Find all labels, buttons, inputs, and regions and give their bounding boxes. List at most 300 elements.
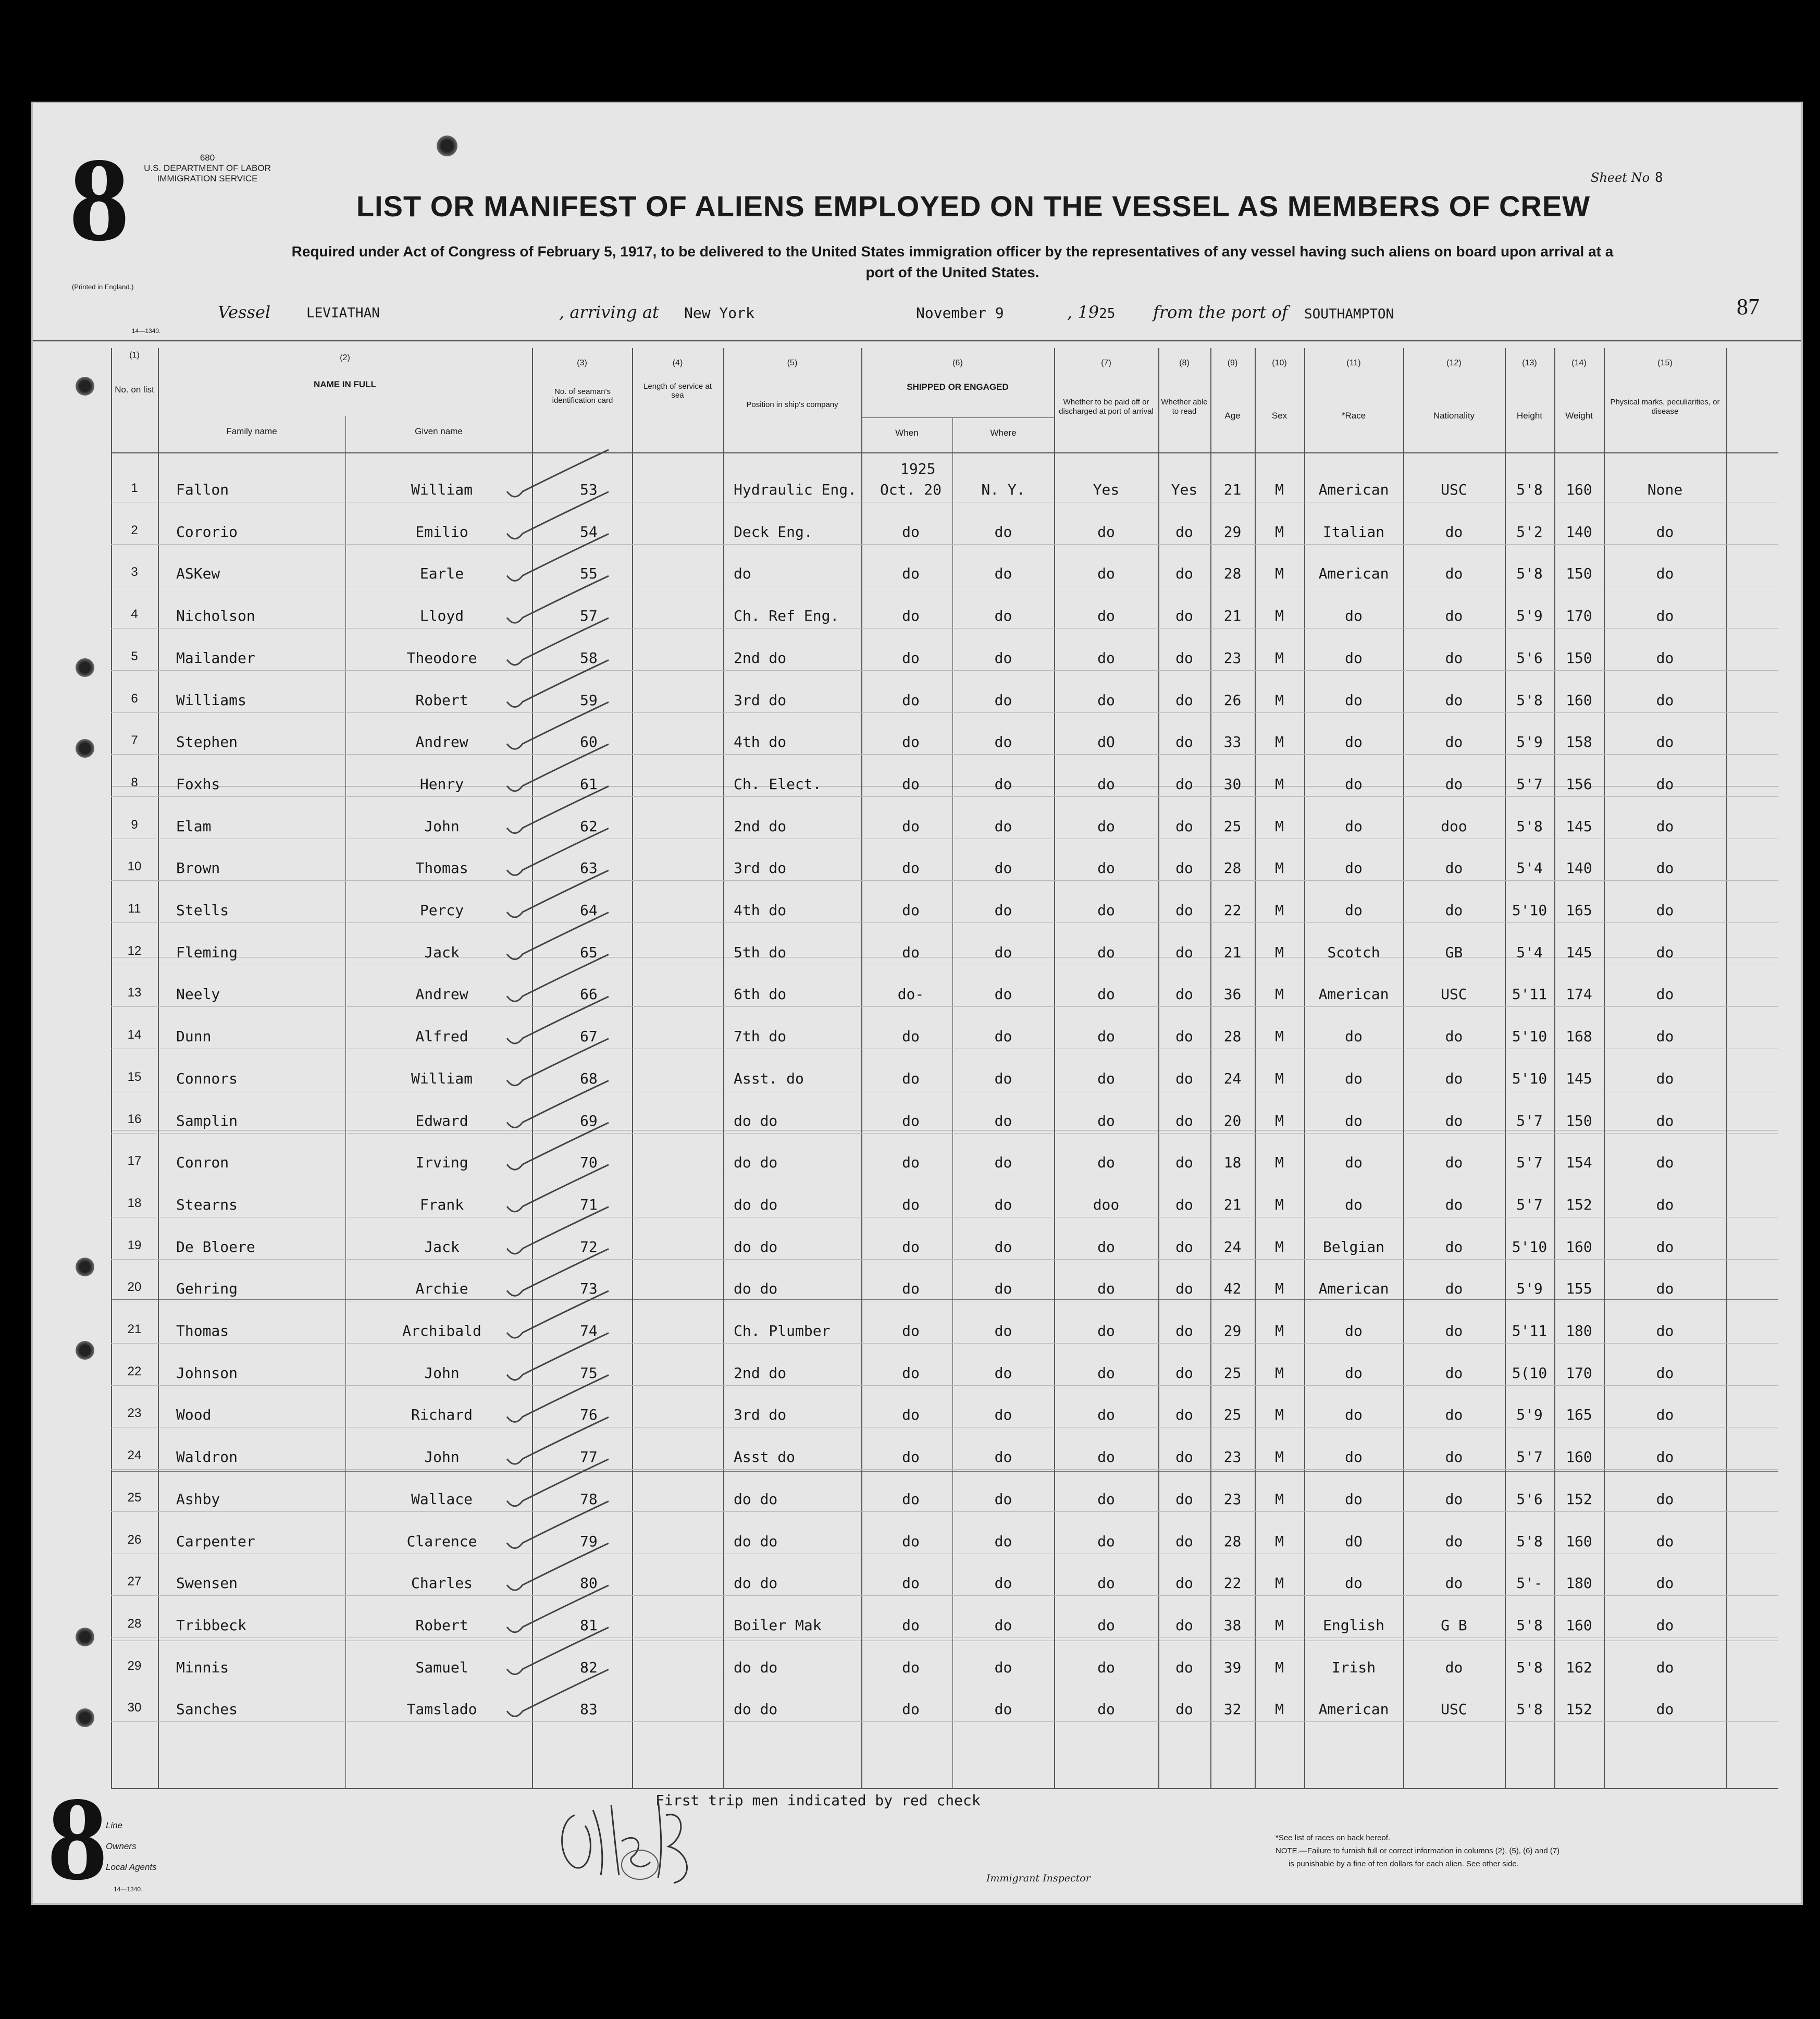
cell-where: do — [994, 1574, 1012, 1592]
cell-id-card: 53 — [580, 481, 598, 498]
cell-id-card: 81 — [580, 1616, 598, 1634]
cell-given-name: John — [424, 1448, 460, 1466]
hdr-position: Position in ship's company — [746, 400, 838, 409]
cell-race: do — [1345, 1406, 1363, 1424]
cell-paid-off: do — [1097, 1364, 1115, 1382]
cell-no: 21 — [127, 1322, 142, 1336]
cell-position: 6th do — [734, 986, 787, 1003]
hdr-given-name: Given name — [415, 426, 463, 436]
cell-weight: 180 — [1566, 1322, 1592, 1339]
hdr-age: Age — [1224, 411, 1241, 421]
cell-able-read: do — [1175, 523, 1193, 540]
hdr-able-read: Whether able to read — [1161, 398, 1208, 416]
cell-position: Asst do — [734, 1448, 796, 1466]
cell-able-read: do — [1175, 1448, 1193, 1466]
cell-paid-off: doo — [1093, 1196, 1120, 1213]
punch-hole — [76, 1628, 94, 1646]
sheet-number-large: 8 — [69, 133, 129, 266]
cell-id-card: 68 — [580, 1069, 598, 1087]
row-rule — [111, 1006, 1778, 1007]
cell-able-read: do — [1175, 1364, 1193, 1382]
cell-nationality: do — [1445, 1364, 1463, 1382]
cell-when: do — [902, 649, 920, 667]
cell-no: 26 — [127, 1532, 142, 1547]
cell-position: do do — [734, 1532, 778, 1550]
cell-id-card: 58 — [580, 649, 598, 667]
cell-race: do — [1345, 607, 1363, 625]
page-number: 87 — [1737, 294, 1760, 319]
penalty-note-1: NOTE.—Failure to furnish full or correct information in columns (2), (5), (6) and (7) — [1276, 1846, 1560, 1855]
cell-family-name: Foxhs — [176, 775, 220, 793]
cell-family-name: Thomas — [176, 1322, 229, 1339]
cell-able-read: do — [1175, 649, 1193, 667]
cell-able-read: do — [1175, 1490, 1193, 1508]
cell-paid-off: do — [1097, 1574, 1115, 1592]
cell-paid-off: do — [1097, 902, 1115, 919]
hdr-sex: Sex — [1271, 411, 1287, 421]
cell-paid-off: do — [1097, 565, 1115, 583]
column-rule — [111, 348, 112, 1789]
cell-age: 22 — [1223, 902, 1242, 919]
cell-nationality: do — [1445, 1028, 1463, 1045]
cell-able-read: do — [1175, 1280, 1193, 1298]
cell-family-name: Ashby — [176, 1490, 220, 1508]
cell-weight: 145 — [1566, 817, 1592, 835]
cell-height: 5'8 — [1516, 1532, 1543, 1550]
subtitle-line-1: Required under Act of Congress of February 5, 1917, to be delivered to the United States immigration officer by the representatives of any vessel having such aliens on board upon arrival at a — [291, 243, 1614, 260]
column-rule — [158, 348, 159, 1789]
cell-no: 30 — [127, 1701, 142, 1715]
cell-marks: do — [1656, 1069, 1674, 1087]
cell-able-read: do — [1175, 1196, 1193, 1213]
cell-no: 20 — [127, 1280, 142, 1295]
cell-position: 4th do — [734, 902, 787, 919]
cell-position: do do — [734, 1112, 778, 1129]
cell-id-card: 78 — [580, 1490, 598, 1508]
cell-sex: M — [1275, 1574, 1284, 1592]
cell-no: 11 — [128, 902, 141, 916]
cell-nationality: USC — [1441, 986, 1467, 1003]
header-rule — [111, 452, 1778, 453]
cell-height: 5'6 — [1516, 1490, 1543, 1508]
column-rule — [1505, 348, 1506, 1789]
cell-weight: 145 — [1566, 943, 1592, 961]
cell-race: do — [1345, 733, 1363, 751]
cell-height: 5'4 — [1516, 943, 1543, 961]
vessel-name: LEVIATHAN — [306, 305, 380, 321]
cell-no: 23 — [127, 1406, 142, 1421]
cell-race: do — [1345, 1574, 1363, 1592]
cell-able-read: do — [1175, 902, 1193, 919]
cell-age: 42 — [1223, 1280, 1242, 1298]
cell-id-card: 74 — [580, 1322, 598, 1339]
cell-where: do — [994, 1701, 1012, 1718]
printed-note: (Printed in England.) — [72, 283, 134, 291]
cell-height: 5'6 — [1516, 649, 1543, 667]
cell-sex: M — [1275, 691, 1284, 709]
cell-able-read: Yes — [1171, 481, 1198, 498]
cell-where: do — [994, 607, 1012, 625]
cell-sex: M — [1275, 775, 1284, 793]
cell-height: 5'8 — [1516, 1658, 1543, 1676]
cell-weight: 174 — [1566, 986, 1592, 1003]
cell-height: 5'8 — [1516, 1616, 1543, 1634]
cell-family-name: Tribbeck — [176, 1616, 246, 1634]
cell-given-name: Wallace — [411, 1490, 473, 1508]
cell-where: do — [994, 565, 1012, 583]
cell-weight: 160 — [1566, 691, 1592, 709]
cell-given-name: Robert — [415, 1616, 468, 1634]
cell-where: do — [994, 1112, 1012, 1129]
cell-when: do — [902, 1069, 920, 1087]
column-rule — [1255, 348, 1256, 1789]
row-rule — [111, 880, 1778, 881]
cell-sex: M — [1275, 1154, 1284, 1172]
cell-able-read: do — [1175, 607, 1193, 625]
cell-marks: do — [1656, 1196, 1674, 1213]
cell-family-name: Samplin — [176, 1112, 238, 1129]
cell-when: do — [902, 1028, 920, 1045]
cell-given-name: Earle — [419, 565, 464, 583]
cell-paid-off: do — [1097, 649, 1115, 667]
cell-nationality: do — [1445, 1448, 1463, 1466]
cell-marks: do — [1656, 1238, 1674, 1255]
cell-weight: 168 — [1566, 1028, 1592, 1045]
page-subtitle — [184, 241, 1721, 283]
cell-id-card: 64 — [580, 902, 598, 919]
cell-where: do — [994, 1616, 1012, 1634]
cell-family-name: Stells — [176, 902, 229, 919]
row-rule — [111, 1721, 1778, 1722]
cell-given-name: Archibald — [402, 1322, 481, 1339]
cell-able-read: do — [1175, 1028, 1193, 1045]
cell-age: 21 — [1223, 943, 1242, 961]
cell-able-read: do — [1175, 943, 1193, 961]
cell-family-name: Fallon — [176, 481, 229, 498]
cell-given-name: Percy — [419, 902, 464, 919]
cell-nationality: do — [1445, 1196, 1463, 1213]
cell-when: do — [902, 565, 920, 583]
cell-paid-off: do — [1097, 1406, 1115, 1424]
cell-race: American — [1318, 481, 1389, 498]
cell-position: do do — [734, 1701, 778, 1718]
cell-race: American — [1318, 1701, 1389, 1718]
cell-height: 5'7 — [1516, 1196, 1543, 1213]
cell-id-card: 71 — [580, 1196, 598, 1213]
cell-weight: 154 — [1566, 1154, 1592, 1172]
cell-when: do — [902, 1112, 920, 1129]
column-rule — [723, 348, 724, 1789]
column-rule — [1554, 348, 1555, 1789]
column-rule — [1210, 348, 1211, 1789]
cell-position: do do — [734, 1280, 778, 1298]
cell-race: do — [1345, 1364, 1363, 1382]
cell-family-name: Johnson — [176, 1364, 238, 1382]
cell-where: do — [994, 1028, 1012, 1045]
column-rule — [1054, 348, 1055, 1789]
cell-able-read: do — [1175, 691, 1193, 709]
colnum-3: (3) — [577, 359, 587, 367]
cell-when: do — [902, 1490, 920, 1508]
cell-height: 5'2 — [1516, 523, 1543, 540]
cell-height: 5'7 — [1516, 1448, 1543, 1466]
cell-given-name: Andrew — [415, 733, 468, 751]
cell-able-read: do — [1175, 1658, 1193, 1676]
cell-when: do — [902, 1616, 920, 1634]
cell-family-name: Fleming — [176, 943, 238, 961]
cell-race: American — [1318, 1280, 1389, 1298]
row-rule — [111, 1343, 1778, 1344]
cell-marks: do — [1656, 523, 1674, 540]
cell-family-name: Carpenter — [176, 1532, 255, 1550]
cell-id-card: 54 — [580, 523, 598, 540]
cell-id-card: 67 — [580, 1028, 598, 1045]
arriving-label: , arriving at — [559, 302, 659, 322]
cell-able-read: do — [1175, 1616, 1193, 1634]
cell-family-name: Neely — [176, 986, 220, 1003]
hdr-when: When — [895, 428, 919, 438]
cell-height: 5'9 — [1516, 1406, 1543, 1424]
cell-sex: M — [1275, 1406, 1284, 1424]
cell-family-name: Swensen — [176, 1574, 238, 1592]
cell-no: 27 — [127, 1574, 142, 1589]
cell-paid-off: do — [1097, 817, 1115, 835]
cell-when: do — [902, 1238, 920, 1255]
cell-able-read: do — [1175, 1238, 1193, 1255]
cell-marks: None — [1647, 481, 1683, 498]
cell-height: 5(10 — [1512, 1364, 1547, 1382]
row-rule — [111, 544, 1778, 545]
cell-no: 5 — [131, 649, 138, 663]
cell-age: 28 — [1223, 1028, 1242, 1045]
cell-where: do — [994, 1406, 1012, 1424]
cell-position: do do — [734, 1238, 778, 1255]
cell-race: do — [1345, 775, 1363, 793]
cell-position: Boiler Mak — [734, 1616, 822, 1634]
hdr-race: *Race — [1341, 411, 1366, 421]
year-suffix: 25 — [1099, 306, 1116, 322]
cell-nationality: do — [1445, 565, 1463, 583]
race-note: *See list of races on back hereof. — [1276, 1833, 1391, 1842]
cell-position: Ch. Plumber — [734, 1322, 831, 1339]
punch-hole — [76, 1258, 94, 1276]
cell-weight: 165 — [1566, 902, 1592, 919]
cell-marks: do — [1656, 1406, 1674, 1424]
cell-marks: do — [1656, 902, 1674, 919]
cell-nationality: do — [1445, 607, 1463, 625]
year-note: 1925 — [900, 460, 936, 477]
cell-sex: M — [1275, 1532, 1284, 1550]
cell-no: 7 — [131, 733, 138, 748]
cell-given-name: Tamslado — [406, 1701, 477, 1718]
cell-race: English — [1322, 1616, 1384, 1634]
cell-id-card: 79 — [580, 1532, 598, 1550]
cell-sex: M — [1275, 1448, 1284, 1466]
cell-position: 3rd do — [734, 859, 787, 877]
cell-nationality: GB — [1445, 943, 1463, 961]
cell-sex: M — [1275, 1280, 1284, 1298]
form-code: 680 — [200, 153, 215, 163]
row-rule — [111, 796, 1778, 797]
cell-age: 21 — [1223, 481, 1242, 498]
cell-when: do — [902, 607, 920, 625]
cell-height: 5'8 — [1516, 481, 1543, 498]
cell-able-read: do — [1175, 817, 1193, 835]
cell-id-card: 63 — [580, 859, 598, 877]
hdr-where: Where — [990, 428, 1017, 438]
cell-weight: 156 — [1566, 775, 1592, 793]
cell-nationality: G B — [1441, 1616, 1467, 1634]
cell-no: 8 — [131, 775, 138, 790]
pencil-checkmarks — [33, 103, 1804, 1906]
cell-weight: 160 — [1566, 481, 1592, 498]
vessel-label: Vessel — [218, 302, 271, 322]
cell-sex: M — [1275, 1069, 1284, 1087]
cell-sex: M — [1275, 1196, 1284, 1213]
footer-print-code: 14—1340. — [114, 1886, 143, 1893]
row-rule — [111, 1511, 1778, 1512]
colnum-14: (14) — [1571, 359, 1587, 367]
cell-able-read: do — [1175, 1069, 1193, 1087]
cell-id-card: 83 — [580, 1701, 598, 1718]
cell-age: 25 — [1223, 817, 1242, 835]
cell-id-card: 82 — [580, 1658, 598, 1676]
handwritten-signature — [554, 1779, 721, 1899]
arrival-date: November 9 — [916, 304, 1004, 322]
cell-race: Scotch — [1327, 943, 1380, 961]
cell-age: 39 — [1223, 1658, 1242, 1676]
cell-height: 5'8 — [1516, 691, 1543, 709]
hdr-marks: Physical marks, peculiarities, or disease — [1610, 398, 1720, 416]
cell-when: do — [902, 902, 920, 919]
cell-weight: 152 — [1566, 1490, 1592, 1508]
cell-family-name: De Bloere — [176, 1238, 255, 1255]
cell-family-name: Nicholson — [176, 607, 255, 625]
cell-where: N. Y. — [981, 481, 1025, 498]
cell-when: do — [902, 1658, 920, 1676]
cell-race: do — [1345, 1112, 1363, 1129]
cell-family-name: Sanches — [176, 1701, 238, 1718]
cell-height: 5'7 — [1516, 1154, 1543, 1172]
cell-given-name: Frank — [419, 1196, 464, 1213]
cell-able-read: do — [1175, 1322, 1193, 1339]
cell-id-card: 62 — [580, 817, 598, 835]
first-trip-note: First trip men indicated by red check — [655, 1792, 981, 1809]
cell-age: 33 — [1223, 733, 1242, 751]
cell-where: do — [994, 943, 1012, 961]
cell-where: do — [994, 1322, 1012, 1339]
cell-when: do — [902, 1406, 920, 1424]
cell-given-name: Alfred — [415, 1028, 468, 1045]
cell-where: do — [994, 1658, 1012, 1676]
cell-given-name: Samuel — [415, 1658, 468, 1676]
print-code: 14—1340. — [132, 327, 161, 335]
row-rule — [111, 712, 1778, 713]
cell-weight: 160 — [1566, 1448, 1592, 1466]
punch-hole — [437, 136, 457, 156]
cell-weight: 150 — [1566, 649, 1592, 667]
cell-when: do — [902, 943, 920, 961]
cell-sex: M — [1275, 1322, 1284, 1339]
inspector-label: Immigrant Inspector — [986, 1873, 1091, 1884]
cell-weight: 150 — [1566, 1112, 1592, 1129]
colnum-12: (12) — [1446, 359, 1462, 367]
cell-nationality: do — [1445, 1154, 1463, 1172]
cell-height: 5'- — [1516, 1574, 1543, 1592]
cell-height: 5'9 — [1516, 607, 1543, 625]
cell-family-name: Wood — [176, 1406, 212, 1424]
cell-no: 13 — [127, 986, 142, 1000]
cell-no: 9 — [131, 817, 138, 832]
cell-position: Ch. Ref Eng. — [734, 607, 839, 625]
column-rule — [1726, 348, 1727, 1789]
table-bottom-rule — [111, 1788, 1778, 1789]
cell-sex: M — [1275, 1658, 1284, 1676]
cell-id-card: 75 — [580, 1364, 598, 1382]
cell-nationality: do — [1445, 902, 1463, 919]
cell-when: Oct. 20 — [880, 481, 942, 498]
cell-weight: 162 — [1566, 1658, 1592, 1676]
cell-no: 29 — [127, 1658, 142, 1673]
cell-where: do — [994, 986, 1012, 1003]
cell-race: do — [1345, 1322, 1363, 1339]
cell-no: 18 — [127, 1196, 142, 1210]
cell-age: 25 — [1223, 1364, 1242, 1382]
cell-weight: 158 — [1566, 733, 1592, 751]
cell-id-card: 70 — [580, 1154, 598, 1172]
cell-paid-off: do — [1097, 1701, 1115, 1718]
cell-nationality: do — [1445, 1069, 1463, 1087]
cell-race: American — [1318, 986, 1389, 1003]
cell-family-name: Conron — [176, 1154, 229, 1172]
cell-sex: M — [1275, 859, 1284, 877]
cell-sex: M — [1275, 1701, 1284, 1718]
cell-height: 5'8 — [1516, 817, 1543, 835]
cell-given-name: Theodore — [406, 649, 477, 667]
from-port: SOUTHAMPTON — [1304, 306, 1394, 322]
cell-family-name: Mailander — [176, 649, 255, 667]
cell-able-read: do — [1175, 1701, 1193, 1718]
cell-given-name: Archie — [415, 1280, 468, 1298]
row-rule — [111, 670, 1778, 671]
cell-no: 15 — [127, 1069, 142, 1084]
cell-nationality: do — [1445, 1238, 1463, 1255]
cell-sex: M — [1275, 649, 1284, 667]
cell-no: 2 — [131, 523, 138, 537]
cell-no: 28 — [127, 1616, 142, 1631]
cell-sex: M — [1275, 733, 1284, 751]
cell-race: do — [1345, 902, 1363, 919]
cell-id-card: 77 — [580, 1448, 598, 1466]
cell-position: Deck Eng. — [734, 523, 813, 540]
department-heading — [121, 153, 293, 184]
cell-when: do — [902, 1196, 920, 1213]
cell-position: do — [734, 565, 751, 583]
cell-id-card: 73 — [580, 1280, 598, 1298]
cell-id-card: 61 — [580, 775, 598, 793]
cell-no: 4 — [131, 607, 138, 622]
cell-race: do — [1345, 1069, 1363, 1087]
cell-given-name: Robert — [415, 691, 468, 709]
cell-able-read: do — [1175, 1112, 1193, 1129]
cell-family-name: Brown — [176, 859, 220, 877]
cell-age: 23 — [1223, 1490, 1242, 1508]
cell-height: 5'10 — [1512, 1028, 1547, 1045]
colnum-2: (2) — [340, 353, 350, 362]
cell-where: do — [994, 691, 1012, 709]
colnum-4: (4) — [672, 359, 683, 367]
cell-marks: do — [1656, 775, 1674, 793]
